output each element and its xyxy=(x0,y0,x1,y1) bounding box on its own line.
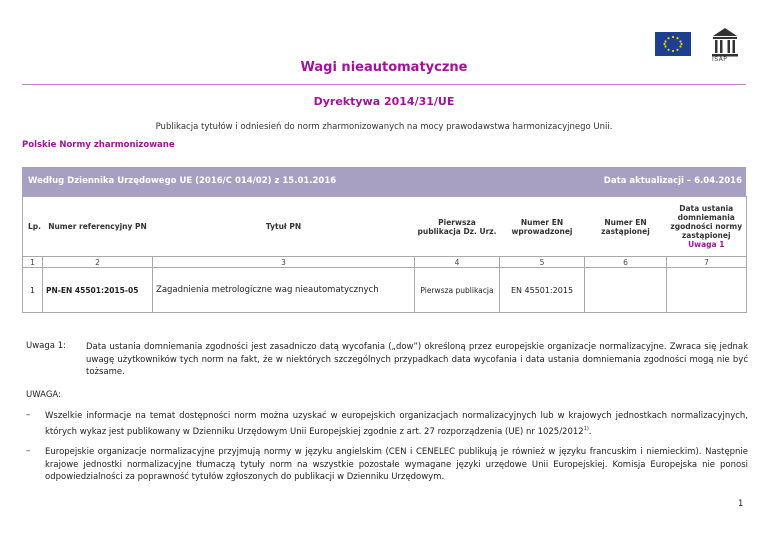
row-en-old xyxy=(585,268,667,313)
bullet-marker: – xyxy=(26,446,31,456)
note1-label: Uwaga 1: xyxy=(26,341,66,351)
header-title: Tytuł PN xyxy=(153,197,415,257)
table-header-row xyxy=(23,197,747,257)
journal-reference: Według Dziennika Urzędowego UE (2016/C 014/02) z 15.01.2016 xyxy=(28,176,337,186)
header-pub: Pierwsza publikacja Dz. Urz. xyxy=(415,197,500,257)
journal-band xyxy=(22,167,746,196)
header-ref: Numer referencyjny PN xyxy=(43,197,153,257)
eu-flag-icon xyxy=(655,32,691,56)
isap-building-icon xyxy=(710,26,740,60)
page-title: Wagi nieautomatyczne xyxy=(300,60,468,75)
intro-text: Publikacja tytułów i odniesień do norm zharmonizowanych na mocy prawodawstwa harmonizacyjnego Unii. xyxy=(155,122,613,132)
header-en-old: Numer EN zastąpionej xyxy=(585,197,667,257)
header-lp: Lp. xyxy=(23,197,43,257)
bullet-2: Europejskie organizacje normalizacyjne przyjmują normy w języku angielskim (CEN i CENELEC publikują je również w języku francuskim i niemieckim). Następnie krajowe jednostki normalizacyjne tłumaczą tytuły norm na wszystkie pozostałe wymagane języki urzędowe Unii Europejskiej. Komisja Europejska nie ponosi odpowiedzialności za poprawność tytułów zgłoszonych do publikacji w Dzienniku Urzędowym. xyxy=(45,447,748,482)
row-date xyxy=(667,268,747,313)
col-number: 3 xyxy=(153,257,415,268)
isap-label: ISAP xyxy=(712,56,728,63)
header-date-note-link[interactable]: Uwaga 1 xyxy=(688,240,725,249)
table-row xyxy=(23,268,747,313)
col-number: 6 xyxy=(585,257,667,268)
col-number: 1 xyxy=(23,257,43,268)
footnote-ref[interactable]: 1) xyxy=(583,425,589,432)
note1-text: Data ustania domniemania zgodności jest zasadniczo datą wycofania („dow”) określoną przez europejskie organizacje normalizacyjne. Zwraca się jednak uwagę użytkowników tych norm na fakt, że w niektórych szczególnych przypadkach data wycofania i data ustania domniemania zgodności mogą nie być tożsame. xyxy=(86,342,748,377)
column-number-row xyxy=(23,257,747,268)
row-title: Zagadnienia metrologiczne wag nieautomatycznych xyxy=(153,268,415,313)
header-en-new: Numer EN wprowadzonej xyxy=(500,197,585,257)
standards-table xyxy=(22,196,747,313)
col-number: 4 xyxy=(415,257,500,268)
col-number: 7 xyxy=(667,257,747,268)
bullet-1-text: Wszelkie informacje na temat dostępności norm można uzyskać w europejskich organizacjach normalizacyjnych lub w krajowych jednostkach normalizacyjnych, których wykaz jest publikowany w Dzienniku Urzędowym Unii Europejskiej zgodnie z art. 27 rozporządzenia (UE) nr 1025/2012 xyxy=(45,411,748,437)
bullet-marker: – xyxy=(26,410,31,420)
row-en-new: EN 45501:2015 xyxy=(500,268,585,313)
notes-heading: UWAGA: xyxy=(26,390,61,400)
logos xyxy=(655,22,745,62)
row-ref: PN-EN 45501:2015-05 xyxy=(43,268,153,313)
page-number: 1 xyxy=(738,499,744,509)
section-heading: Polskie Normy zharmonizowane xyxy=(22,140,175,150)
col-number: 2 xyxy=(43,257,153,268)
header-date-label: Data ustania domniemania zgodności normy zastąpionej xyxy=(670,204,743,240)
col-number: 5 xyxy=(500,257,585,268)
bullet-1 xyxy=(45,410,748,438)
update-date: Data aktualizacji – 6.04.2016 xyxy=(603,176,742,186)
row-lp: 1 xyxy=(23,268,43,313)
header-date xyxy=(667,197,747,257)
bullet-1-end: . xyxy=(588,426,592,437)
row-pub: Pierwsza publikacja xyxy=(415,268,500,313)
directive-title: Dyrektywa 2014/31/UE xyxy=(313,95,455,108)
title-divider xyxy=(22,84,746,85)
